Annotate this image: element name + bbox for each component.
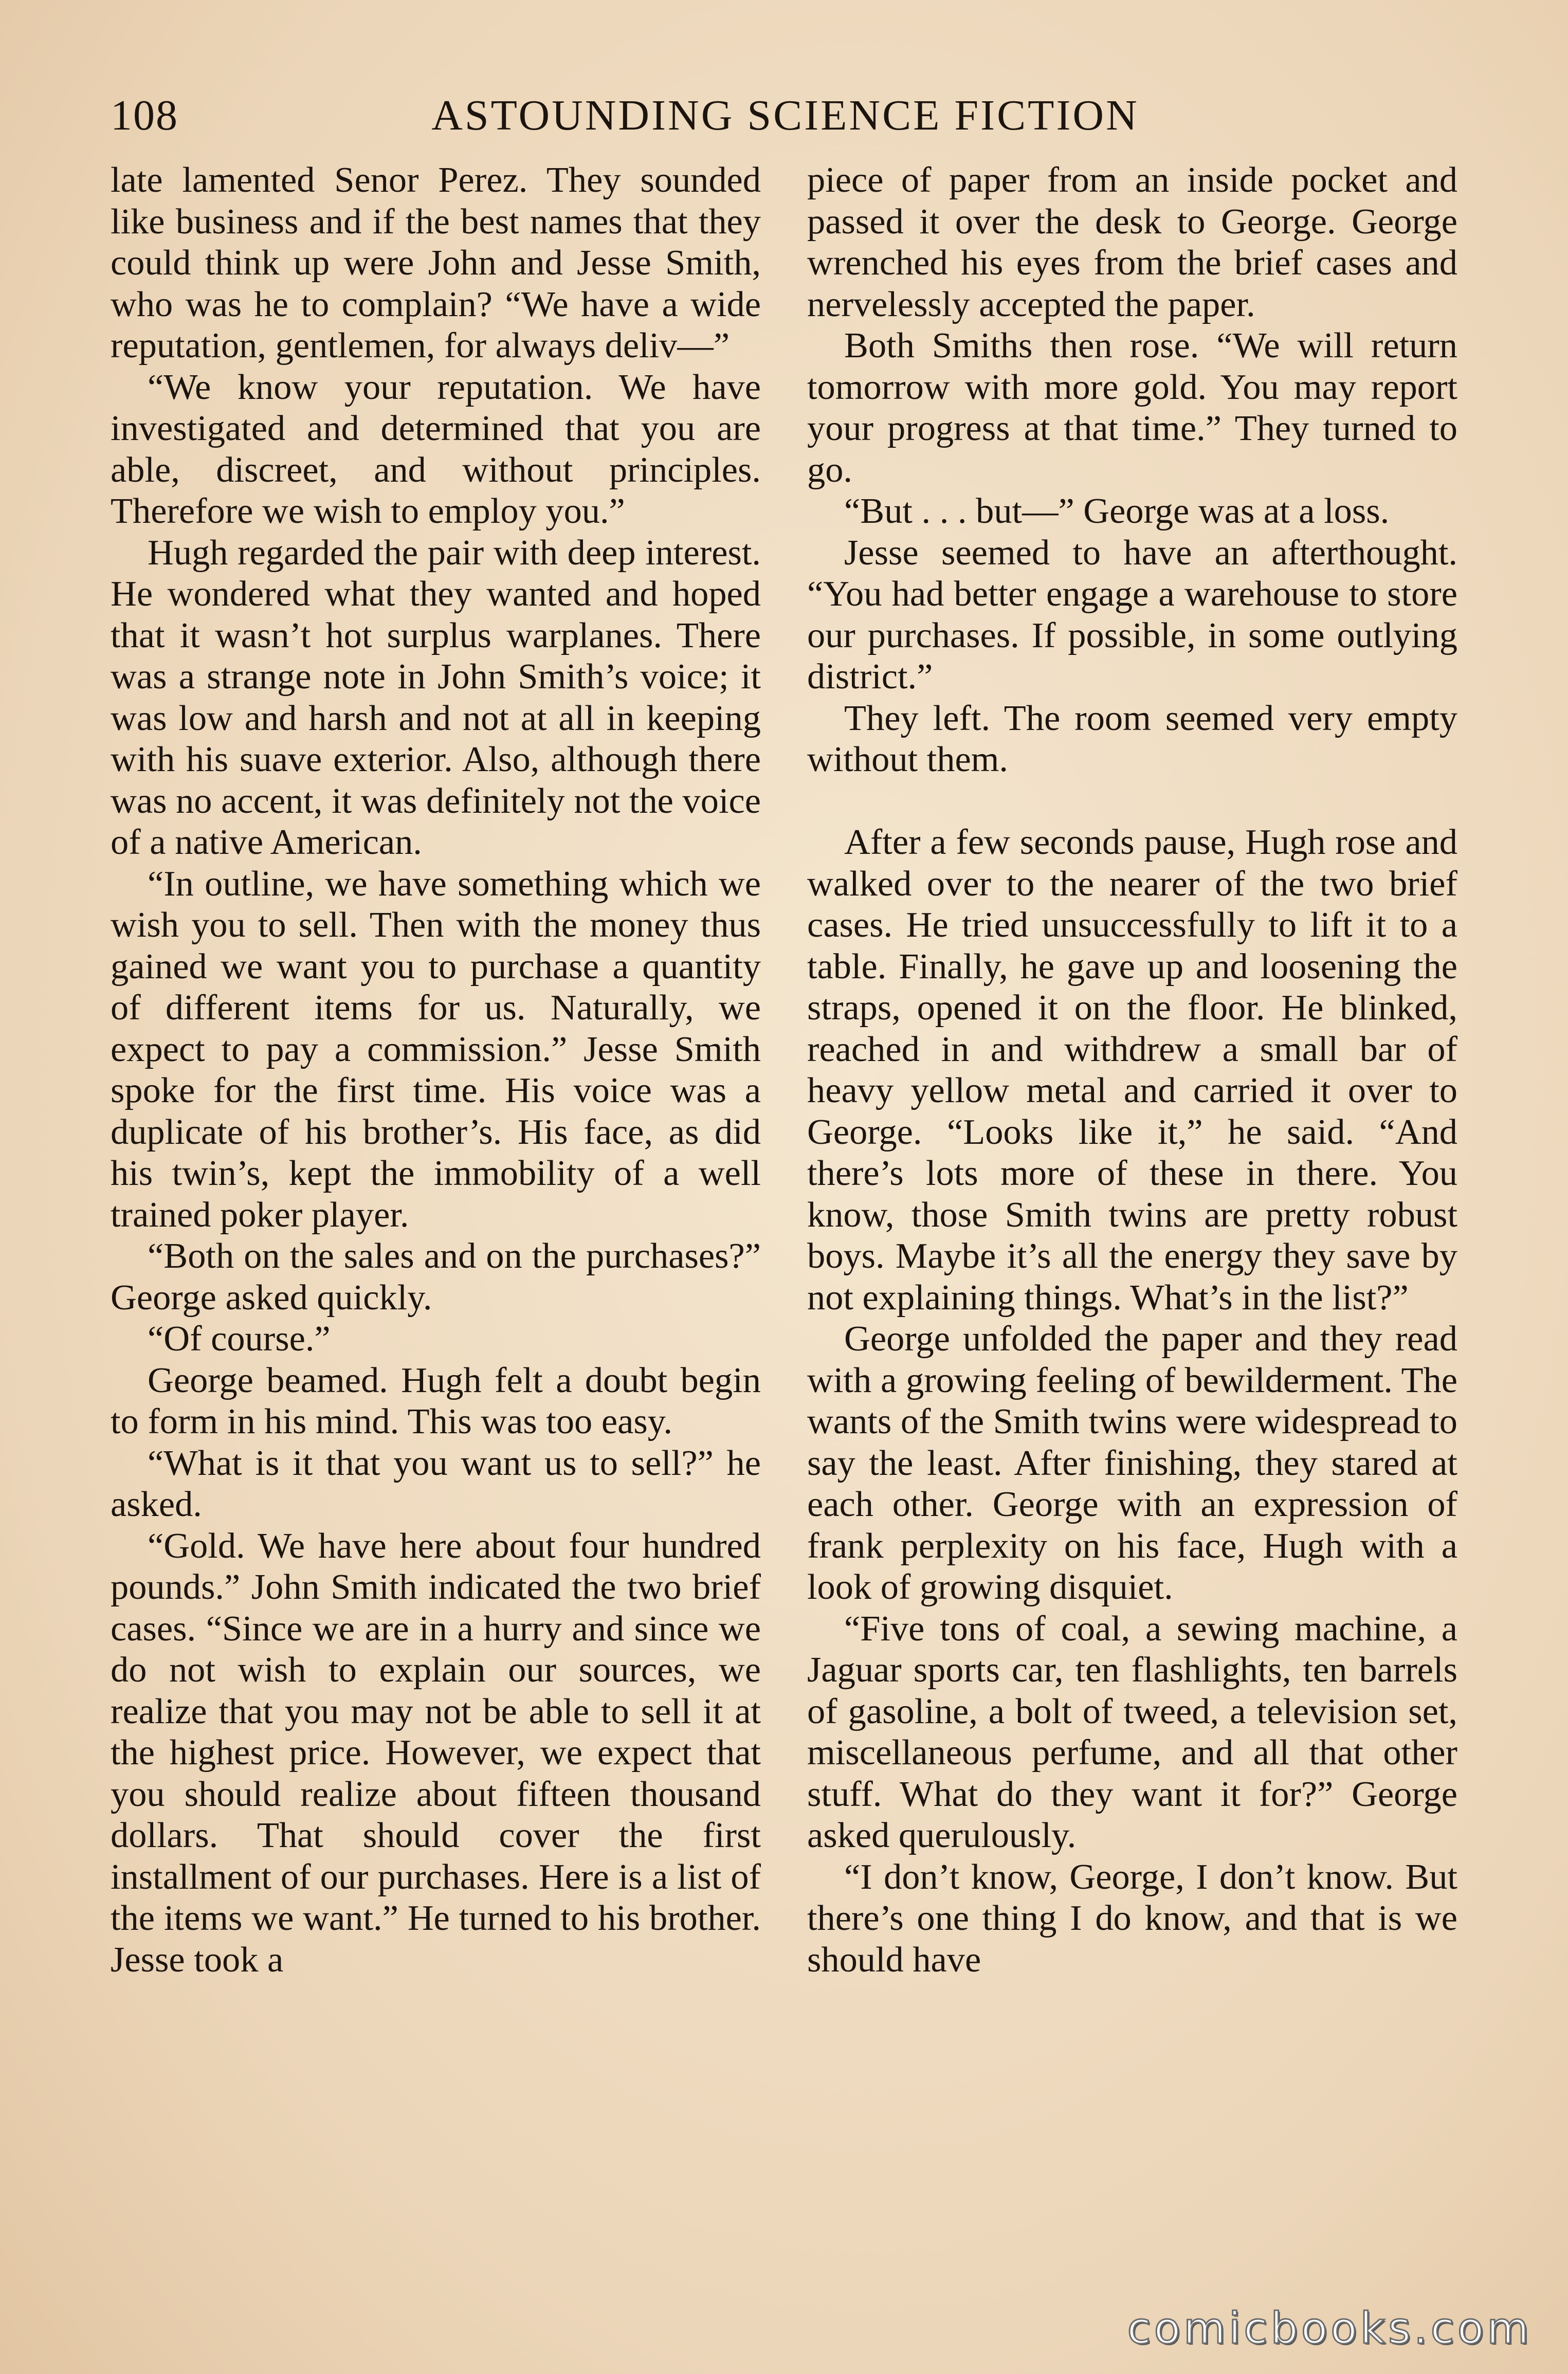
left-column: [111, 159, 761, 1980]
paragraph: “We know your reputation. We have investigated and determined that you are able, discreet, and without principles. Therefore we wish to employ you.”: [111, 367, 761, 531]
page-header: [111, 82, 1460, 149]
paragraph: “I don’t know, George, I don’t know. But there’s one thing I do know, and that is we should have: [807, 1856, 1457, 1980]
watermark: comicbooks.com: [1127, 2303, 1532, 2353]
paragraph: “But . . . but—” George was at a loss.: [844, 491, 1390, 531]
paragraph: “Five tons of coal, a sewing machine, a Jaguar sports car, ten flashlights, ten barrels of gasoline, a bolt of tweed, a television set, miscellaneous perfume, and all that other stuff. What do they want it for?” George asked querulously.: [807, 1608, 1457, 1855]
paragraph: Hugh regarded the pair with deep interest. He wondered what they wanted and hoped that it wasn’t hot surplus warplanes. There was a strange note in John Smith’s voice; it was low and harsh and not at all in keeping with his suave exterior. Also, although there was no accent, it was definitely not the voice of a native American.: [111, 532, 761, 862]
page-number: 108: [111, 92, 178, 139]
running-title: ASTOUNDING SCIENCE FICTION: [431, 92, 1139, 139]
paragraph: late lamented Senor Perez. They sounded like business and if the best names that they could think up were John and Jesse Smith, who was he to complain? “We have a wide reputation, gentlemen, for always deliv—”: [111, 160, 761, 366]
paragraph: “Both on the sales and on the purchases?” George asked quickly.: [111, 1236, 761, 1318]
paragraph: “In outline, we have something which we wish you to sell. Then with the money thus gained we want you to purchase a quantity of different items for us. Naturally, we expect to pay a commission.” Jesse Smith spoke for the first time. His voice was a duplicate of his brother’s. His face, as did his twin’s, kept the immobility of a well trained poker player.: [111, 863, 761, 1235]
paragraph: piece of paper from an inside pocket and passed it over the desk to George. George wrenched his eyes from the brief cases and nervelessly accepted the paper.: [807, 160, 1457, 324]
paragraph: Both Smiths then rose. “We will return tomorrow with more gold. You may report your progress at that time.” They turned to go.: [807, 325, 1457, 490]
paragraph: After a few seconds pause, Hugh rose and walked over to the nearer of the two brief cases. He tried unsuccessfully to lift it to a table. Finally, he gave up and loosening the straps, opened it on the floor. He blinked, reached in and withdrew a small bar of heavy yellow metal and carried it over to George. “Looks like it,” he said. “And there’s lots more of these in there. You know, those Smith twins are pretty robust boys. Maybe it’s all the energy they save by not explaining things. What’s in the list?”: [807, 822, 1457, 1318]
paragraph: “What is it that you want us to sell?” he asked.: [111, 1442, 761, 1524]
paragraph: George beamed. Hugh felt a doubt begin to form in his mind. This was too easy.: [111, 1360, 761, 1441]
paragraph: They left. The room seemed very empty without them.: [807, 698, 1457, 779]
paragraph: “Gold. We have here about four hundred pounds.” John Smith indicated the two brief cases. “Since we are in a hurry and since we do not wish to explain our sources, we realize that you may not be able to sell it at the highest price. However, we expect that you should realize about fifteen thousand dollars. That should cover the first installment of our purchases. Here is a list of the items we want.” He turned to his brother. Jesse took a: [111, 1525, 761, 1980]
right-column: [807, 159, 1457, 1980]
paragraph: Jesse seemed to have an afterthought. “You had better engage a warehouse to store our purchases. If possible, in some outlying district.”: [807, 532, 1457, 697]
paragraph: George unfolded the paper and they read with a growing feeling of bewilderment. The wants of the Smith twins were widespread to say the least. After finishing, they stared at each other. George with an expression of frank perplexity on his face, Hugh with a look of growing disquiet.: [807, 1319, 1457, 1607]
paragraph: “Of course.”: [148, 1319, 331, 1359]
